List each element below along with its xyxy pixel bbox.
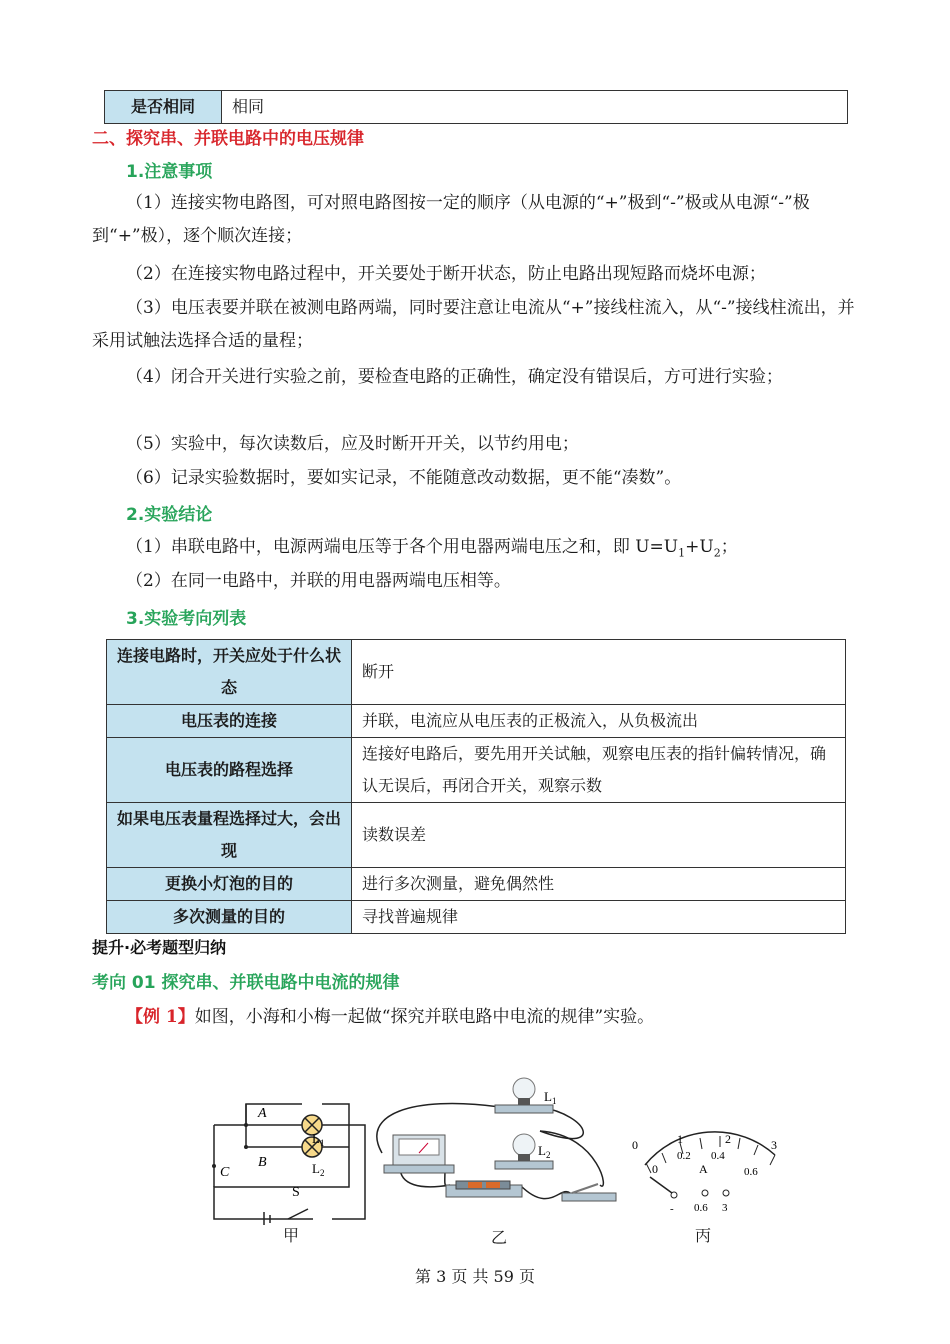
node-b <box>244 1145 248 1149</box>
example-tag: 【例 1】 <box>126 1007 195 1027</box>
bulb-l2-icon <box>513 1134 535 1156</box>
exam-table-value: 寻找普遍规律 <box>352 901 846 934</box>
label-l2: $L_2$ <box>312 1161 325 1178</box>
dial-unit: A <box>699 1162 708 1176</box>
note-item-6: （6）记录实验数据时，要如实记录，不能随意改动数据，更不能“凑数”。 <box>126 468 682 488</box>
terminal-label-0-6: 0.6 <box>694 1202 708 1214</box>
dial-subtick-0-6: 0.6 <box>744 1166 758 1178</box>
label-c: C <box>220 1165 230 1180</box>
exam-table-label: 电压表的路程选择 <box>107 738 352 803</box>
exam-table-label: 如果电压表量程选择过大，会出现 <box>107 803 352 868</box>
example-1 <box>126 1002 654 1027</box>
exam-table-value: 读数误差 <box>352 803 846 868</box>
terminal-minus <box>671 1192 677 1198</box>
conclusion-2: （2）在同一电路中，并联的用电器两端电压相等。 <box>126 571 511 591</box>
page-footer: 第 3 页 共 59 页 <box>415 1267 535 1286</box>
label-a: A <box>258 1106 267 1121</box>
subheading-conclusion: 2.实验结论 <box>126 505 213 525</box>
label-s: S <box>292 1185 300 1200</box>
dial-subtick-0-4: 0.4 <box>711 1150 725 1162</box>
dial-tick-2: 2 <box>725 1132 731 1146</box>
dial-tick-0: 0 <box>632 1138 638 1152</box>
note-item-3: （3）电压表要并联在被测电路两端，同时要注意让电流从“+”接线柱流入，从“-”接线柱流出，并采用试触法选择合适的量程； <box>92 298 855 351</box>
label-b: B <box>258 1155 267 1170</box>
exam-table-label: 更换小灯泡的目的 <box>107 868 352 901</box>
exam-table-value: 连接好电路后，要先用开关试触，观察电压表的指针偏转情况，确认无误后，再闭合开关，观察示数 <box>352 738 846 803</box>
physical-setup <box>377 1078 616 1201</box>
exam-table <box>106 639 846 934</box>
photo-label-l1: $L_1$ <box>544 1089 557 1106</box>
exam-table-label: 连接电路时，开关应处于什么状态 <box>107 640 352 705</box>
node-c <box>212 1164 216 1168</box>
label-l1: $L_1$ <box>312 1131 325 1148</box>
node-a <box>244 1123 248 1127</box>
section-title: 二、探究串、并联电路中的电压规律 <box>92 129 364 149</box>
kaoxiang-heading: 考向 01 探究串、并联电路中电流的规律 <box>92 973 400 993</box>
experiment-figure <box>200 1035 800 1225</box>
top-table-label: 是否相同 <box>105 91 222 124</box>
battery-icon <box>456 1181 510 1189</box>
dial-tick-3: 3 <box>771 1138 777 1152</box>
caption-bing: 丙 <box>695 1226 712 1245</box>
exam-table-value: 进行多次测量，避免偶然性 <box>352 868 846 901</box>
circuit-diagram <box>214 1104 365 1219</box>
caption-jia: 甲 <box>283 1226 300 1245</box>
bulb-l1-icon <box>513 1078 535 1100</box>
note-item-2: （2）在连接实物电路过程中，开关要处于断开状态，防止电路出现短路而烧坏电源； <box>126 264 766 284</box>
caption-yi: 乙 <box>491 1228 508 1247</box>
terminal-3 <box>723 1190 729 1196</box>
top-table <box>104 90 848 124</box>
exam-table-value: 断开 <box>352 640 846 705</box>
example-text: 如图，小海和小梅一起做“探究并联电路中电流的规律”实验。 <box>194 1007 655 1027</box>
conclusion-1: （1）串联电路中，电源两端电压等于各个用电器两端电压之和，即 $U=U_1+U_2$； <box>126 537 738 560</box>
subheading-exam-list: 3.实验考向列表 <box>126 609 247 629</box>
subheading-notes: 1.注意事项 <box>126 162 213 182</box>
note-item-5: （5）实验中，每次读数后，应及时断开开关，以节约用电； <box>126 434 579 454</box>
photo-label-l2: $L_2$ <box>538 1143 551 1160</box>
terminal-0-6 <box>702 1190 708 1196</box>
meter-needle <box>650 1177 672 1193</box>
exam-table-label: 多次测量的目的 <box>107 901 352 934</box>
exam-table-value: 并联，电流应从电压表的正极流入，从负极流出 <box>352 705 846 738</box>
note-item-4: （4）闭合开关进行实验之前，要检查电路的正确性，确定没有错误后，方可进行实验； <box>126 367 783 387</box>
switch-icon <box>572 1184 598 1193</box>
top-table-value: 相同 <box>222 91 848 124</box>
exam-table-label: 电压表的连接 <box>107 705 352 738</box>
tisheng-heading: 提升·必考题型归纳 <box>92 938 227 957</box>
dial-subtick-0-2: 0.2 <box>677 1150 691 1162</box>
note-item-1: （1）连接实物电路图，可对照电路图按一定的顺序（从电源的“+”极到“-”极或从电源“-”极到“+”极），逐个顺次连接； <box>92 193 810 246</box>
dial-subtick-0: 0 <box>652 1162 658 1176</box>
dial-tick-1: 1 <box>677 1132 683 1146</box>
meter-dial <box>632 1132 777 1215</box>
terminal-label-3: 3 <box>722 1202 728 1214</box>
terminal-label-minus: - <box>670 1203 674 1215</box>
